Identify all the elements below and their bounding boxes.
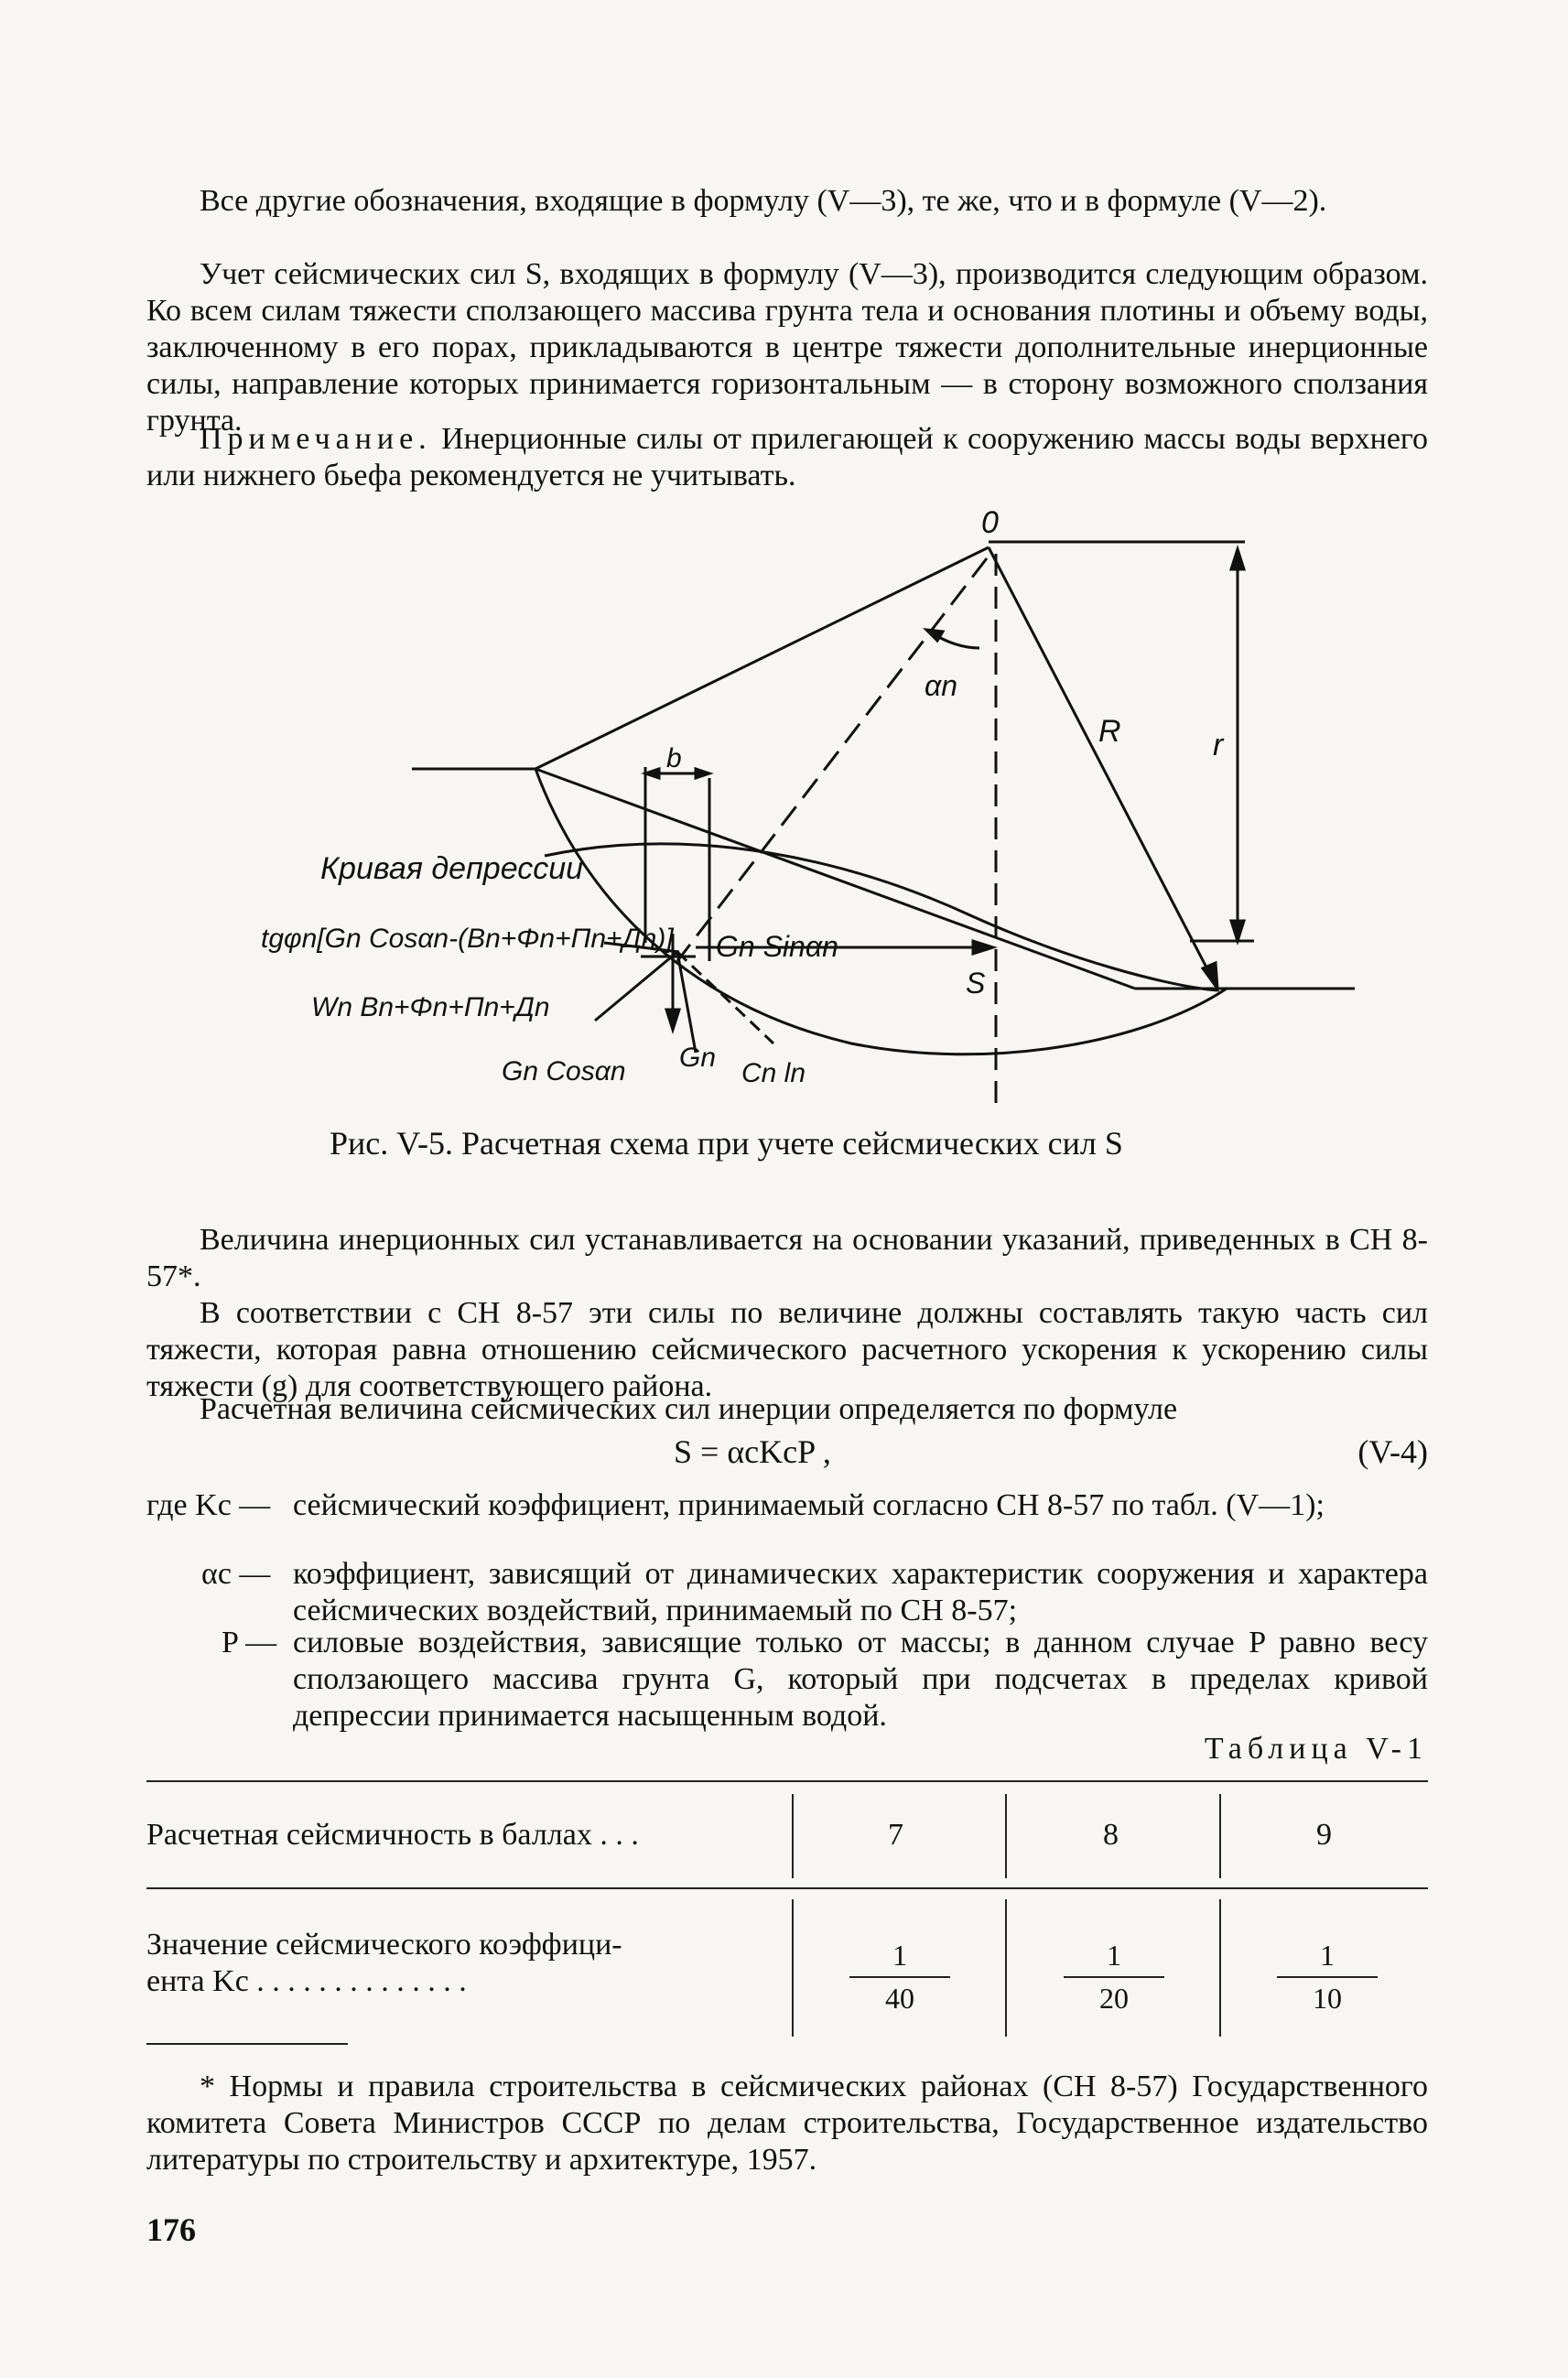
table-cell: 8 bbox=[1103, 1818, 1119, 1852]
label-r-radius: R bbox=[1098, 714, 1121, 749]
footnote: * Нормы и правила строительства в сейсмических районах (СН 8-57) Государственного комитета Совета Министров СССР по делам строительства, Государственное издательство литературы по строительству и архитектуре, 1957. bbox=[146, 2070, 1428, 2177]
label-o: 0 bbox=[981, 505, 999, 540]
denominator: 40 bbox=[885, 1982, 914, 2015]
figure-caption: Рис. V-5. Расчетная схема при учете сейсмических сил S bbox=[330, 1125, 1123, 1162]
formula: S = αcKcP , bbox=[674, 1433, 831, 1470]
numerator: 1 bbox=[892, 1939, 907, 1972]
table-divider bbox=[792, 1899, 794, 2037]
table-caption: Таблица V-1 bbox=[1204, 1732, 1428, 1766]
table-divider bbox=[1219, 1794, 1221, 1878]
table-cell: 7 bbox=[888, 1818, 903, 1852]
table-row2-label: Значение сейсмического коэффици- bbox=[146, 1928, 622, 1962]
label-r-dim: r bbox=[1213, 728, 1224, 762]
footnote-rule bbox=[146, 2043, 348, 2045]
note-label: Примечание. bbox=[200, 422, 432, 456]
radius-left bbox=[535, 547, 989, 769]
denominator: 20 bbox=[1099, 1982, 1129, 2015]
table-top-rule bbox=[146, 1780, 1428, 1782]
table-divider bbox=[1005, 1899, 1007, 2037]
table-row2-label-cont: ента Kc . . . . . . . . . . . . . . bbox=[146, 1964, 467, 1998]
paragraph-2: Учет сейсмических сил S, входящих в формулу (V—3), производится следующим образом. Ко всем силам тяжести сползающего массива грунта тела и основания плотины и объему воды, заключенному в его порах, прикладываются в центре тяжести дополнительные инерционные силы, направление которых принимается горизонтальным — в сторону возможного сползания грунта. bbox=[146, 257, 1428, 438]
radius-slice bbox=[677, 558, 987, 961]
label-gn: Gn bbox=[679, 1043, 717, 1073]
paragraph-5: Расчетная величина сейсмических сил инерции определяется по формуле bbox=[200, 1392, 1178, 1426]
definition-text: силовые воздействия, зависящие только от массы; в данном случае P равно весу сползающего массива грунта G, который при подсчетах в пределах кривой депрессии принимается насыщенным водой. bbox=[293, 1626, 1428, 1733]
label-w-expression: Wn Bn+Φn+Пn+Дn bbox=[311, 992, 550, 1022]
table-middle-rule bbox=[146, 1887, 1428, 1889]
definition-p bbox=[146, 1625, 1428, 1735]
table-row1-label: Расчетная сейсмичность в баллах . . . bbox=[146, 1818, 639, 1852]
label-alpha: αn bbox=[925, 669, 958, 702]
table-divider bbox=[1219, 1899, 1221, 2037]
definition-alpha bbox=[146, 1556, 1428, 1629]
table-divider bbox=[792, 1794, 794, 1878]
paragraph-4: В соответствии с СН 8-57 эти силы по величине должны составлять такую часть сил тяжести, которая равна отношению сейсмического расчетного ускорения к ускорению силы тяжести (g) для соответствующего района. bbox=[146, 1296, 1428, 1403]
definition-text: коэффициент, зависящий от динамических характеристик сооружения и характера сейсмических воздействий, принимаемый по СН 8-57; bbox=[293, 1557, 1428, 1627]
numerator: 1 bbox=[1107, 1939, 1121, 1972]
paragraph-3: Величина инерционных сил устанавливается на основании указаний, приведенных в СН 8-57*. bbox=[146, 1223, 1428, 1293]
paragraph-1: Все другие обозначения, входящие в формулу (V—3), те же, что и в формуле (V—2). bbox=[200, 184, 1327, 218]
definition-kc bbox=[146, 1487, 1428, 1561]
figure-diagram bbox=[0, 0, 1568, 1126]
label-g-cos: Gn Cosαn bbox=[502, 1056, 626, 1086]
definition-symbol: где Kc — bbox=[146, 1488, 271, 1522]
definition-symbol: P — bbox=[222, 1626, 277, 1659]
numerator: 1 bbox=[1320, 1939, 1335, 1972]
label-cl: Cn ln bbox=[741, 1058, 806, 1088]
note-text: Инерционные силы от прилегающей к сооружению массы воды верхнего или нижнего бьефа рекомендуется не учитывать. bbox=[146, 422, 1429, 492]
label-b: b bbox=[666, 743, 682, 773]
radius-r bbox=[989, 547, 1217, 989]
table-fraction bbox=[1277, 1939, 1378, 2016]
table-fraction bbox=[1064, 1939, 1164, 2016]
definition-text: сейсмический коэффициент, принимаемый согласно СН 8-57 по табл. (V—1); bbox=[293, 1488, 1325, 1522]
table-fraction bbox=[849, 1939, 950, 2016]
formula-number: (V-4) bbox=[1357, 1433, 1428, 1470]
label-tg-expression: tgφn[Gn Cosαn-(Bn+Φn+Пn+Дn)] bbox=[261, 924, 674, 954]
table-divider bbox=[1005, 1794, 1007, 1878]
label-s: S bbox=[966, 967, 986, 1000]
denominator: 10 bbox=[1313, 1982, 1342, 2015]
slip-circle bbox=[535, 769, 1227, 1054]
page-number: 176 bbox=[146, 2211, 196, 2248]
label-g-sin: Gn Sinαn bbox=[716, 930, 838, 963]
label-depression-curve: Кривая депрессии bbox=[320, 851, 584, 886]
table-cell: 9 bbox=[1316, 1818, 1332, 1852]
definition-symbol: αc — bbox=[201, 1557, 271, 1591]
